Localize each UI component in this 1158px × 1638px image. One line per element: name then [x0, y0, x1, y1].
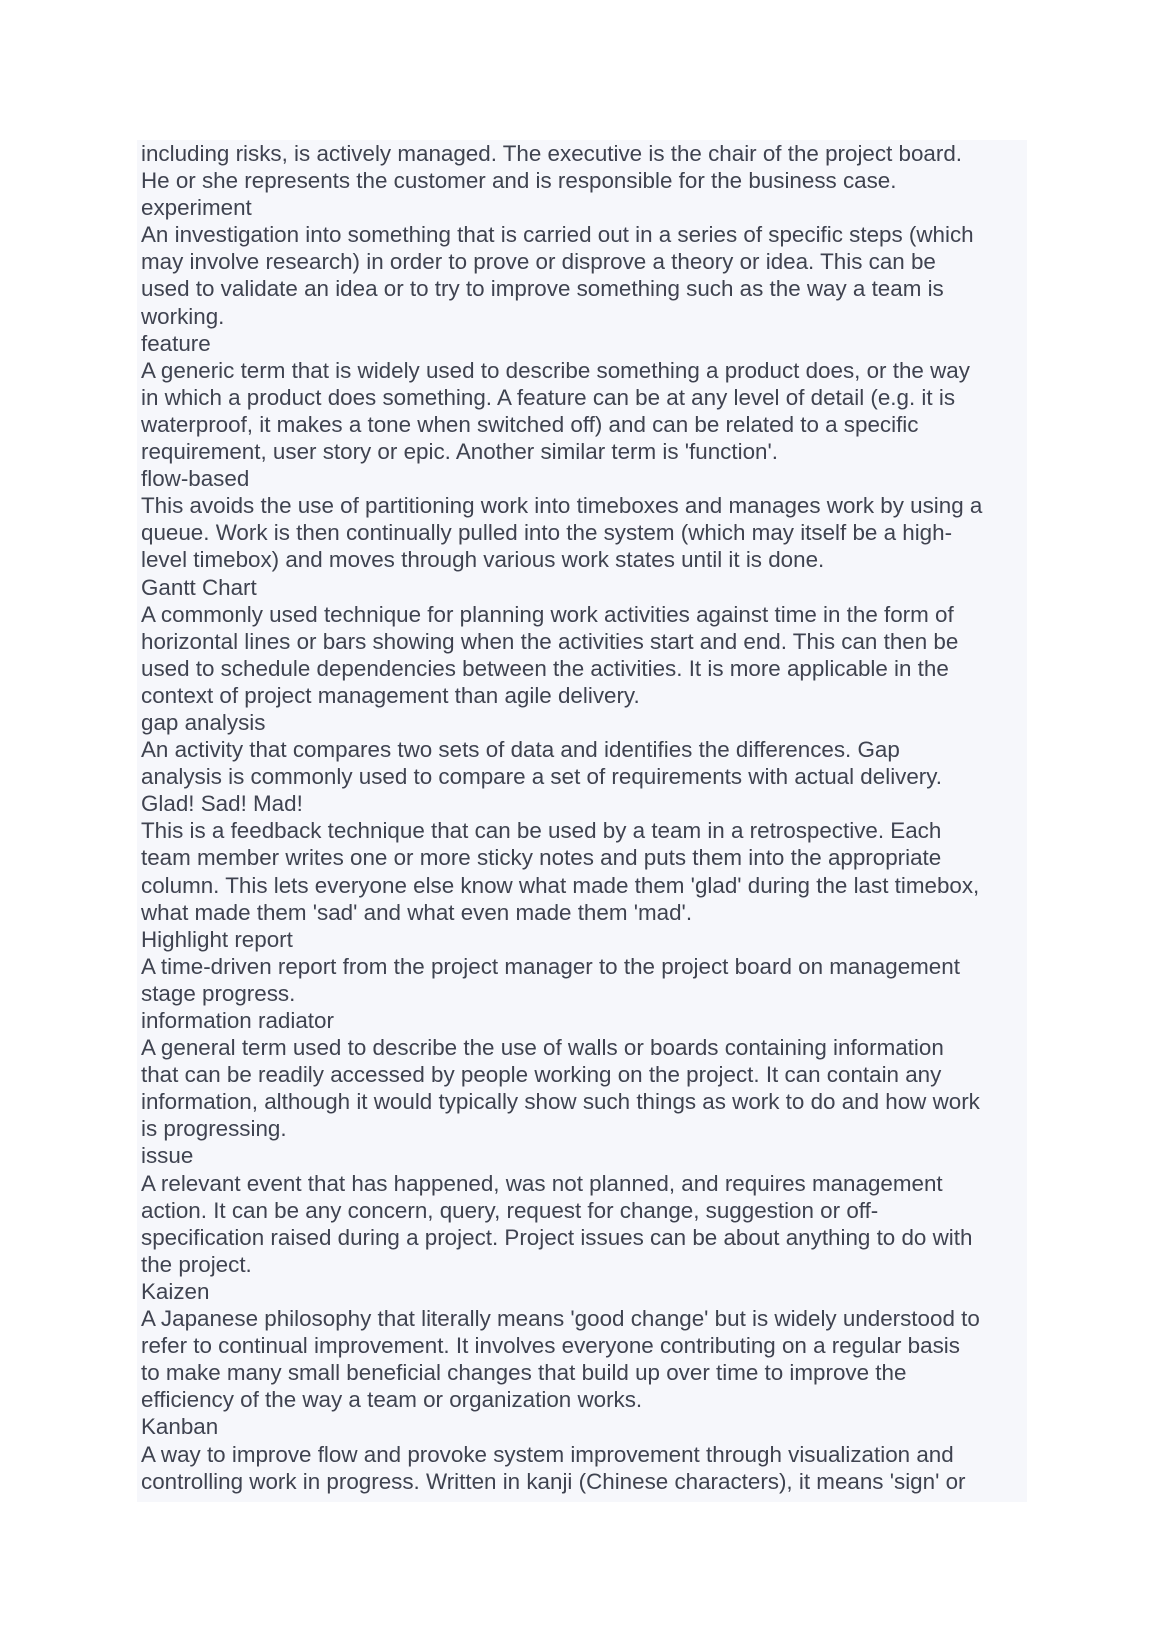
text-line: A Japanese philosophy that literally means 'good change' but is widely understood to	[141, 1306, 980, 1332]
text-line: including risks, is actively managed. The executive is the chair of the project board.	[141, 141, 962, 166]
text-line: He or she represents the customer and is responsible for the business case.	[141, 168, 897, 194]
text-line: action. It can be any concern, query, request for change, suggestion or off-	[141, 1197, 879, 1223]
text-line: requirement, user story or epic. Another similar term is 'function'.	[141, 439, 778, 465]
term-heading: issue	[141, 1143, 194, 1169]
text-line: A relevant event that has happened, was not planned, and requires management	[141, 1170, 943, 1196]
text-line: working.	[141, 303, 225, 329]
text-line: A general term used to describe the use of walls or boards containing information	[141, 1035, 944, 1061]
term-heading: Glad! Sad! Mad!	[141, 791, 303, 817]
term-heading: gap analysis	[141, 709, 266, 735]
text-line: waterproof, it makes a tone when switched off) and can be related to a specific	[141, 411, 919, 437]
text-line: refer to continual improvement. It involves everyone contributing on a regular basis	[141, 1333, 960, 1359]
term-heading: feature	[141, 330, 211, 356]
text-line: context of project management than agile delivery.	[141, 682, 640, 708]
term-heading: Kanban	[141, 1414, 219, 1440]
text-line: that can be readily accessed by people working on the project. It can contain any	[141, 1062, 942, 1088]
text-line: the project.	[141, 1251, 252, 1277]
term-heading: Highlight report	[141, 926, 293, 952]
text-line: efficiency of the way a team or organization works.	[141, 1387, 643, 1413]
text-line: team member writes one or more sticky notes and puts them into the appropriate	[141, 845, 942, 871]
text-line: to make many small beneficial changes that build up over time to improve the	[141, 1360, 907, 1386]
text-line: information, although it would typically show such things as work to do and how work	[141, 1089, 980, 1115]
text-line: analysis is commonly used to compare a set of requirements with actual delivery.	[141, 764, 943, 790]
text-line: used to validate an idea or to try to improve something such as the way a team is	[141, 276, 944, 302]
text-line: A way to improve flow and provoke system improvement through visualization and	[141, 1441, 954, 1467]
text-line: column. This lets everyone else know what made them 'glad' during the last timebox,	[141, 872, 980, 898]
term-heading: Gantt Chart	[141, 574, 257, 600]
text-line: what made them 'sad' and what even made them 'mad'.	[141, 899, 693, 925]
term-heading: Kaizen	[141, 1278, 210, 1304]
text-line: may involve research) in order to prove or disprove a theory or idea. This can be	[141, 249, 936, 275]
text-line: in which a product does something. A feature can be at any level of detail (e.g. it is	[141, 384, 956, 410]
text-line: This avoids the use of partitioning work into timeboxes and manages work by using a	[141, 493, 983, 519]
term-heading: information radiator	[141, 1008, 334, 1033]
term-heading: experiment	[141, 195, 252, 221]
term-heading: flow-based	[141, 466, 250, 492]
text-line: horizontal lines or bars showing when the activities start and end. This can then be	[141, 628, 959, 654]
text-line: A time-driven report from the project manager to the project board on management	[141, 953, 960, 979]
text-line: controlling work in progress. Written in kanji (Chinese characters), it means 'sign' or	[141, 1468, 966, 1494]
glossary-text-block	[137, 140, 1027, 1502]
text-line: An investigation into something that is carried out in a series of specific steps (which	[141, 222, 974, 248]
text-line: specification raised during a project. Project issues can be about anything to do with	[141, 1224, 973, 1250]
text-line: An activity that compares two sets of data and identifies the differences. Gap	[141, 737, 900, 763]
text-line: A commonly used technique for planning work activities against time in the form of	[141, 601, 954, 627]
text-line: level timebox) and moves through various work states until it is done.	[141, 547, 825, 573]
text-line: This is a feedback technique that can be used by a team in a retrospective. Each	[141, 818, 942, 844]
text-line: queue. Work is then continually pulled into the system (which may itself be a high-	[141, 520, 953, 546]
text-line: stage progress.	[141, 980, 296, 1006]
text-line: A generic term that is widely used to describe something a product does, or the way	[141, 357, 970, 383]
text-line: used to schedule dependencies between the activities. It is more applicable in the	[141, 655, 949, 681]
text-line: is progressing.	[141, 1116, 287, 1142]
